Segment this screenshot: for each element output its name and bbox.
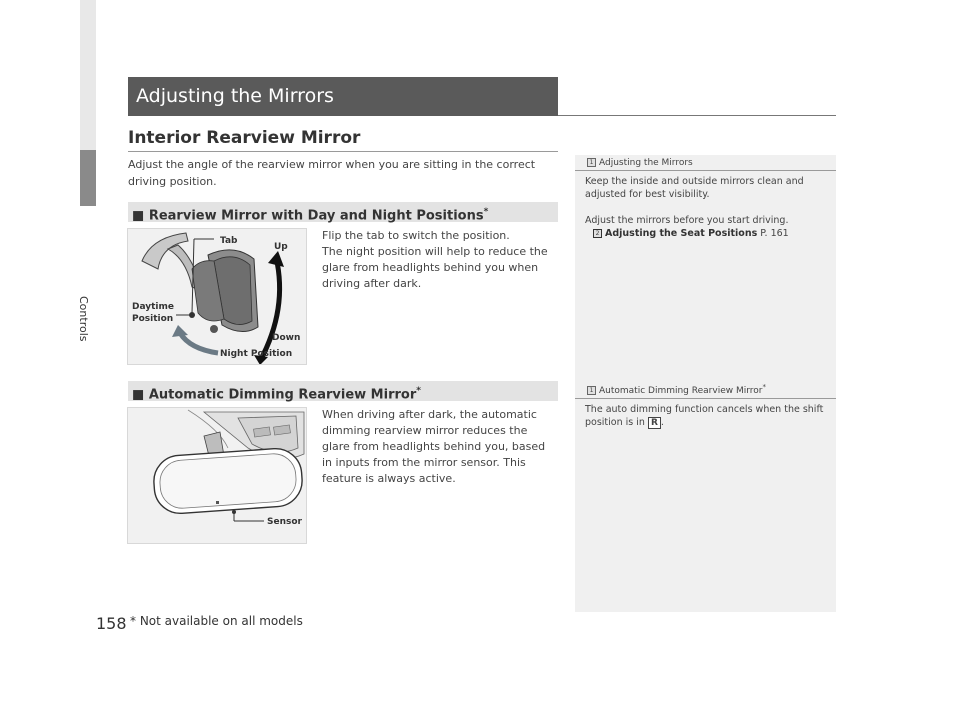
note-auto-dimming [575, 380, 836, 429]
note-title: Automatic Dimming Rearview Mirror [599, 386, 763, 396]
section-heading: Interior Rearview Mirror [128, 128, 361, 148]
cross-reference-arrow-icon: 2 [593, 229, 602, 238]
note-rule [575, 398, 836, 399]
subsection1-body-line2: The night position will help to reduce the glare from headlights behind you when driving after dark. [322, 245, 548, 290]
subsection-title: Automatic Dimming Rearview Mirror [148, 387, 417, 403]
subsection-title: Rearview Mirror with Day and Night Positions [148, 208, 484, 224]
note-text-after: . [660, 417, 664, 428]
shift-position-r-icon: R [648, 417, 661, 429]
label-tab: Tab [220, 236, 238, 246]
note-marker-icon: 1 [587, 158, 596, 167]
note-title: Adjusting the Mirrors [599, 158, 693, 168]
auto-dimming-mirror-figure [127, 407, 307, 544]
subsection-heading-day-night [128, 202, 558, 222]
section-intro: Adjust the angle of the rearview mirror when you are sitting in the correct driving position. [128, 158, 536, 188]
label-sensor: Sensor [267, 517, 302, 527]
asterisk-marker: * [416, 386, 421, 396]
square-bullet-icon: ■ [132, 208, 145, 224]
label-daytime-line2: Position [132, 314, 174, 324]
footnote: * Not available on all models [130, 614, 303, 628]
asterisk-marker: * [483, 207, 489, 217]
note-cross-reference[interactable] [575, 227, 833, 240]
label-night-position: Night Position [220, 349, 293, 359]
note-heading [575, 155, 836, 168]
thumb-tab-marker [80, 150, 96, 206]
note-text [575, 403, 825, 429]
subsection1-body-line1: Flip the tab to switch the position. [322, 229, 510, 242]
reference-title: Adjusting the Seat Positions [605, 228, 758, 239]
note-rule [575, 170, 836, 171]
sidebar-section-label: Controls [77, 296, 90, 342]
subsection1-body [322, 228, 558, 292]
asterisk-marker: * [762, 383, 766, 391]
label-down: Down [272, 333, 301, 343]
note-marker-icon: 1 [587, 386, 596, 395]
note-adjusting-mirrors [575, 155, 836, 240]
note-text2: Adjust the mirrors before you start driving. [585, 215, 789, 226]
label-daytime-line1: Daytime [132, 302, 175, 312]
page-number: 158 [96, 614, 127, 633]
title-rule [558, 115, 836, 116]
label-up: Up [274, 242, 288, 252]
section-rule [128, 151, 558, 152]
note-heading [575, 380, 836, 396]
square-bullet-icon: ■ [132, 387, 145, 403]
page-title: Adjusting the Mirrors [128, 77, 558, 116]
thumb-tab-background [80, 0, 96, 150]
day-night-mirror-figure [127, 228, 307, 365]
subsection-heading-auto-dimming [128, 381, 558, 401]
note-text-before: The auto dimming function cancels when the shift position is in [585, 404, 824, 428]
reference-page: P. 161 [760, 228, 789, 239]
note-text1: Keep the inside and outside mirrors clean and adjusted for best visibility. [585, 176, 804, 200]
subsection2-body: When driving after dark, the automatic dimming rearview mirror reduces the glare from headlights behind you, based in inputs from the mirror sensor. This feature is always active. [322, 408, 546, 485]
